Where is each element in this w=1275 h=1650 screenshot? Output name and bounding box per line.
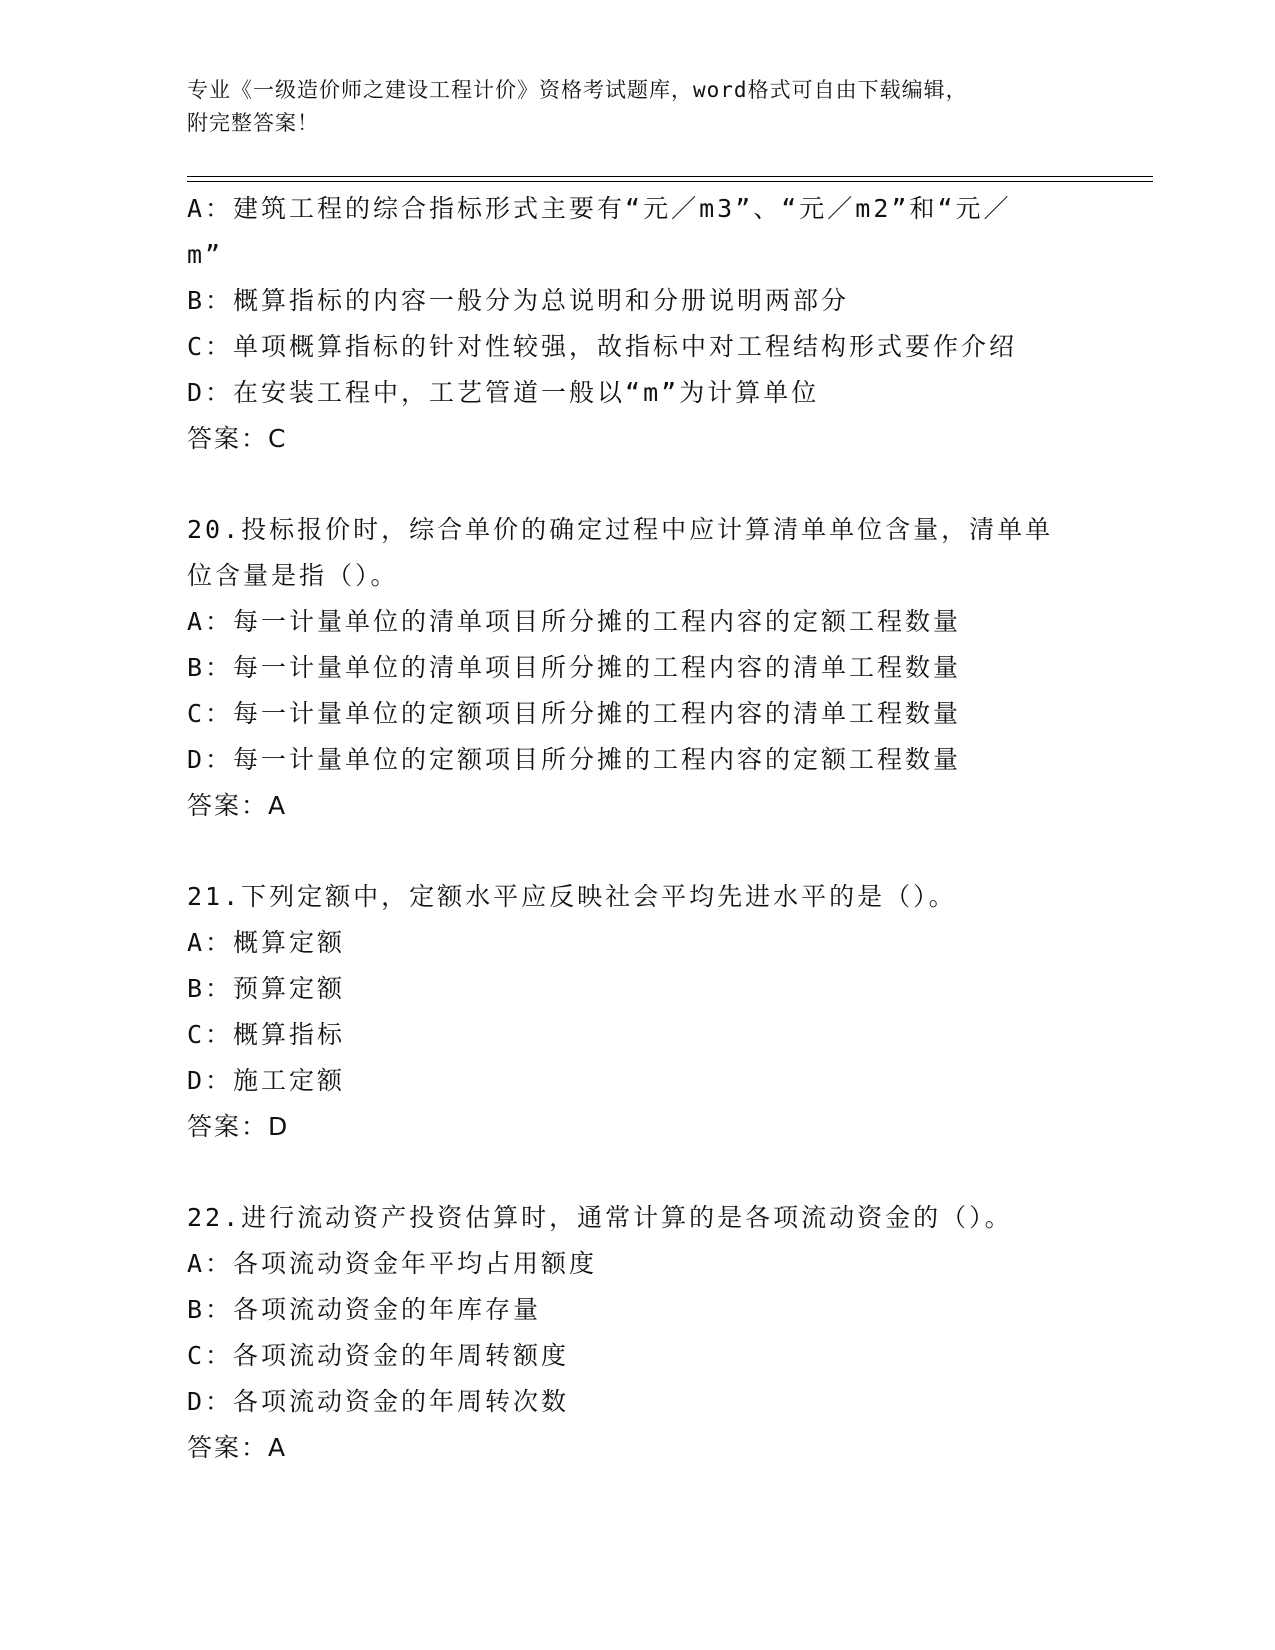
question-stem-line-1: 20.投标报价时，综合单价的确定过程中应计算清单单位含量，清单单 — [187, 515, 1054, 544]
document-header — [187, 74, 1087, 140]
header-line-1: 专业《一级造价师之建设工程计价》资格考试题库，word格式可自由下载编辑， — [187, 78, 968, 102]
answer: 答案：A — [187, 791, 288, 820]
question-20 — [187, 507, 1087, 829]
option-d: D：在安装工程中，工艺管道一般以“m”为计算单位 — [187, 378, 820, 407]
option-c: C：各项流动资金的年周转额度 — [187, 1341, 570, 1370]
option-d: D：每一计量单位的定额项目所分摊的工程内容的定额工程数量 — [187, 745, 962, 774]
option-c: C：概算指标 — [187, 1020, 346, 1049]
option-a-line-2: m” — [187, 240, 224, 269]
option-a-line-1: A：建筑工程的综合指标形式主要有“元／m3”、“元／m2”和“元／ — [187, 194, 1012, 223]
option-d: D：各项流动资金的年周转次数 — [187, 1387, 570, 1416]
header-divider-top — [187, 176, 1153, 177]
question-22 — [187, 1195, 1087, 1471]
option-b: B：每一计量单位的清单项目所分摊的工程内容的清单工程数量 — [187, 653, 962, 682]
question-list — [187, 186, 1087, 1471]
question-stem-line-2: 位含量是指（）。 — [187, 561, 399, 590]
option-c: C：每一计量单位的定额项目所分摊的工程内容的清单工程数量 — [187, 699, 962, 728]
header-divider-bottom — [187, 181, 1153, 182]
answer: 答案：A — [187, 1433, 288, 1462]
option-c: C：单项概算指标的针对性较强，故指标中对工程结构形式要作介绍 — [187, 332, 1018, 361]
question-stem: 21.下列定额中，定额水平应反映社会平均先进水平的是（）。 — [187, 882, 957, 911]
option-a: A：每一计量单位的清单项目所分摊的工程内容的定额工程数量 — [187, 607, 962, 636]
option-b: B：预算定额 — [187, 974, 346, 1003]
spacer — [187, 1150, 1087, 1195]
option-b: B：各项流动资金的年库存量 — [187, 1295, 542, 1324]
answer: 答案：C — [187, 424, 288, 453]
answer: 答案：D — [187, 1112, 290, 1141]
option-a: A：各项流动资金年平均占用额度 — [187, 1249, 598, 1278]
spacer — [187, 829, 1087, 874]
option-d: D：施工定额 — [187, 1066, 346, 1095]
spacer — [187, 462, 1087, 507]
option-a: A：概算定额 — [187, 928, 346, 957]
question-19 — [187, 186, 1087, 462]
header-line-2: 附完整答案！ — [187, 111, 319, 135]
option-b: B：概算指标的内容一般分为总说明和分册说明两部分 — [187, 286, 850, 315]
question-21 — [187, 874, 1087, 1150]
question-stem: 22.进行流动资产投资估算时，通常计算的是各项流动资金的（）。 — [187, 1203, 1013, 1232]
